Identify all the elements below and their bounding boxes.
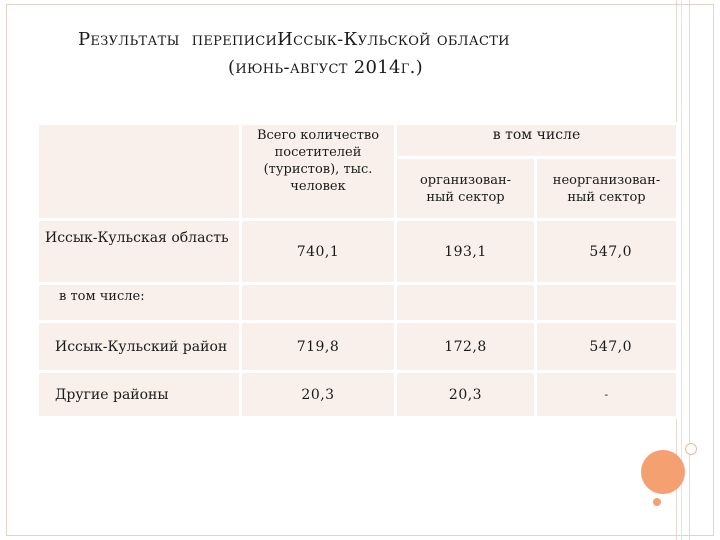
header-including: в том числе [396, 124, 678, 158]
cell-unorg: - [536, 372, 678, 418]
header-unorganized: неорганизован-ный сектор [536, 158, 678, 220]
title-line-1: Результаты переписиИссык-Кульской области [78, 29, 510, 50]
cell-org [396, 284, 536, 322]
row-label: в том числе: [38, 284, 241, 322]
cell-total [241, 284, 396, 322]
slide-title [78, 26, 638, 82]
decor-circle-tiny [653, 498, 661, 506]
header-empty-cell [38, 124, 241, 220]
decor-circle-large [641, 450, 685, 494]
header-organized: организован-ный сектор [396, 158, 536, 220]
cell-total: 740,1 [241, 220, 396, 284]
table-row [38, 322, 678, 372]
cell-org: 172,8 [396, 322, 536, 372]
cell-org: 193,1 [396, 220, 536, 284]
table-header-row [38, 124, 678, 158]
cell-unorg: 547,0 [536, 322, 678, 372]
row-label: Иссык-Кульская область [38, 220, 241, 284]
row-label: Иссык-Кульский район [38, 322, 241, 372]
header-total: Всего количество посетителей (туристов), тыс. человек [241, 124, 396, 220]
census-table [36, 122, 679, 419]
row-label: Другие районы [38, 372, 241, 418]
title-line-2: (июнь-август 2014г.) [228, 57, 423, 78]
cell-total: 719,8 [241, 322, 396, 372]
cell-unorg: 547,0 [536, 220, 678, 284]
table-row [38, 284, 678, 322]
cell-total: 20,3 [241, 372, 396, 418]
table-row [38, 372, 678, 418]
cell-org: 20,3 [396, 372, 536, 418]
table-row [38, 220, 678, 284]
cell-unorg [536, 284, 678, 322]
decor-circle-small [685, 443, 697, 455]
